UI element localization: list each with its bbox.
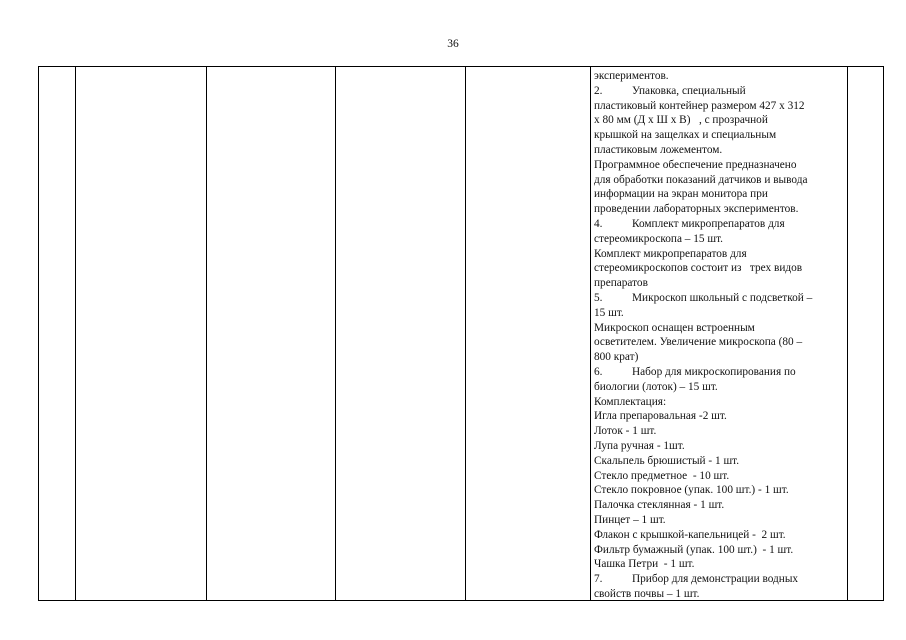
description-line-text: 800 крат) bbox=[594, 351, 639, 364]
description-line bbox=[594, 454, 847, 469]
description-line bbox=[594, 261, 847, 276]
description-line-text: Флакон с крышкой-капельницей - 2 шт. bbox=[594, 528, 786, 541]
column-divider-6 bbox=[847, 67, 848, 600]
description-line bbox=[594, 69, 847, 84]
description-line bbox=[594, 128, 847, 143]
column-divider-5 bbox=[590, 67, 591, 600]
list-item-number: 5. bbox=[594, 291, 603, 304]
description-line bbox=[594, 187, 847, 202]
description-line bbox=[594, 84, 847, 99]
description-line-text: для обработки показаний датчиков и вывода bbox=[594, 173, 808, 186]
description-line-text: Лоток - 1 шт. bbox=[594, 425, 657, 438]
description-line-text: Микроскоп школьный с подсветкой – bbox=[632, 291, 813, 304]
description-cell bbox=[594, 69, 847, 602]
column-divider-1 bbox=[75, 67, 76, 600]
description-line bbox=[594, 143, 847, 158]
description-line bbox=[594, 276, 847, 291]
description-line-text: крышкой на защелках и специальным bbox=[594, 129, 777, 142]
list-item-number: 7. bbox=[594, 573, 603, 586]
description-line bbox=[594, 335, 847, 350]
column-divider-3 bbox=[335, 67, 336, 600]
description-line-text: пластиковым ложементом. bbox=[594, 143, 723, 156]
description-line-text: стереомикроскопа – 15 шт. bbox=[594, 232, 723, 245]
description-line-text: Лупа ручная - 1шт. bbox=[594, 439, 685, 452]
description-line bbox=[594, 557, 847, 572]
description-line-text: биологии (лоток) – 15 шт. bbox=[594, 380, 718, 393]
description-line-text: Палочка стеклянная - 1 шт. bbox=[594, 499, 725, 512]
list-item-number: 6. bbox=[594, 365, 603, 378]
description-line bbox=[594, 350, 847, 365]
description-line bbox=[594, 483, 847, 498]
description-line-text: Упаковка, специальный bbox=[632, 84, 746, 97]
column-divider-2 bbox=[206, 67, 207, 600]
description-line bbox=[594, 572, 847, 587]
column-divider-4 bbox=[465, 67, 466, 600]
description-line bbox=[594, 113, 847, 128]
description-line-text: Комплект микропрепаратов для bbox=[632, 217, 785, 230]
description-line-text: свойств почвы – 1 шт. bbox=[594, 587, 700, 600]
description-line bbox=[594, 380, 847, 395]
description-line bbox=[594, 439, 847, 454]
description-line-text: Чашка Петри - 1 шт. bbox=[594, 558, 695, 571]
description-line-text: осветителем. Увеличение микроскопа (80 – bbox=[594, 336, 803, 349]
description-line bbox=[594, 587, 847, 602]
description-line-text: х 80 мм (Д х Ш х В) , с прозрачной bbox=[594, 114, 768, 127]
description-line bbox=[594, 217, 847, 232]
description-line bbox=[594, 247, 847, 262]
description-line-text: Фильтр бумажный (упак. 100 шт.) - 1 шт. bbox=[594, 543, 794, 556]
list-item-number: 4. bbox=[594, 217, 603, 230]
description-line bbox=[594, 469, 847, 484]
description-line bbox=[594, 306, 847, 321]
description-line-text: Комплектация: bbox=[594, 395, 667, 408]
description-line bbox=[594, 498, 847, 513]
description-line bbox=[594, 173, 847, 188]
description-line bbox=[594, 543, 847, 558]
description-line-text: Пинцет – 1 шт. bbox=[594, 513, 666, 526]
description-line-text: информации на экран монитора при bbox=[594, 188, 768, 201]
description-line bbox=[594, 365, 847, 380]
description-line-text: экспериментов. bbox=[594, 70, 669, 82]
description-line-text: Стекло предметное - 10 шт. bbox=[594, 469, 730, 482]
description-line bbox=[594, 232, 847, 247]
description-line-text: Прибор для демонстрации водных bbox=[632, 573, 799, 586]
page-number: 36 bbox=[447, 38, 459, 50]
description-line-text: пластиковый контейнер размером 427 х 312 bbox=[594, 99, 805, 112]
description-line bbox=[594, 158, 847, 173]
specification-table bbox=[38, 66, 884, 601]
description-line bbox=[594, 528, 847, 543]
description-line-text: препаратов bbox=[594, 277, 648, 290]
description-line bbox=[594, 424, 847, 439]
description-line-text: Скальпель брюшистый - 1 шт. bbox=[594, 454, 740, 467]
description-line-text: Набор для микроскопирования по bbox=[632, 365, 796, 378]
description-line-text: Стекло покровное (упак. 100 шт.) - 1 шт. bbox=[594, 484, 789, 497]
description-line bbox=[594, 321, 847, 336]
description-line bbox=[594, 99, 847, 114]
description-line-text: стереомикроскопов состоит из трех видов bbox=[594, 262, 803, 275]
description-line bbox=[594, 202, 847, 217]
description-line-text: Программное обеспечение предназначено bbox=[594, 158, 797, 171]
description-line bbox=[594, 409, 847, 424]
description-line bbox=[594, 395, 847, 410]
description-line-text: проведении лабораторных экспериментов. bbox=[594, 203, 799, 216]
description-line-text: Игла препаровальная -2 шт. bbox=[594, 410, 727, 423]
list-item-number: 2. bbox=[594, 84, 603, 97]
description-line-text: Комплект микропрепаратов для bbox=[594, 247, 747, 260]
description-line-text: Микроскоп оснащен встроенным bbox=[594, 321, 755, 334]
description-line bbox=[594, 291, 847, 306]
description-line-text: 15 шт. bbox=[594, 306, 624, 319]
description-line bbox=[594, 513, 847, 528]
